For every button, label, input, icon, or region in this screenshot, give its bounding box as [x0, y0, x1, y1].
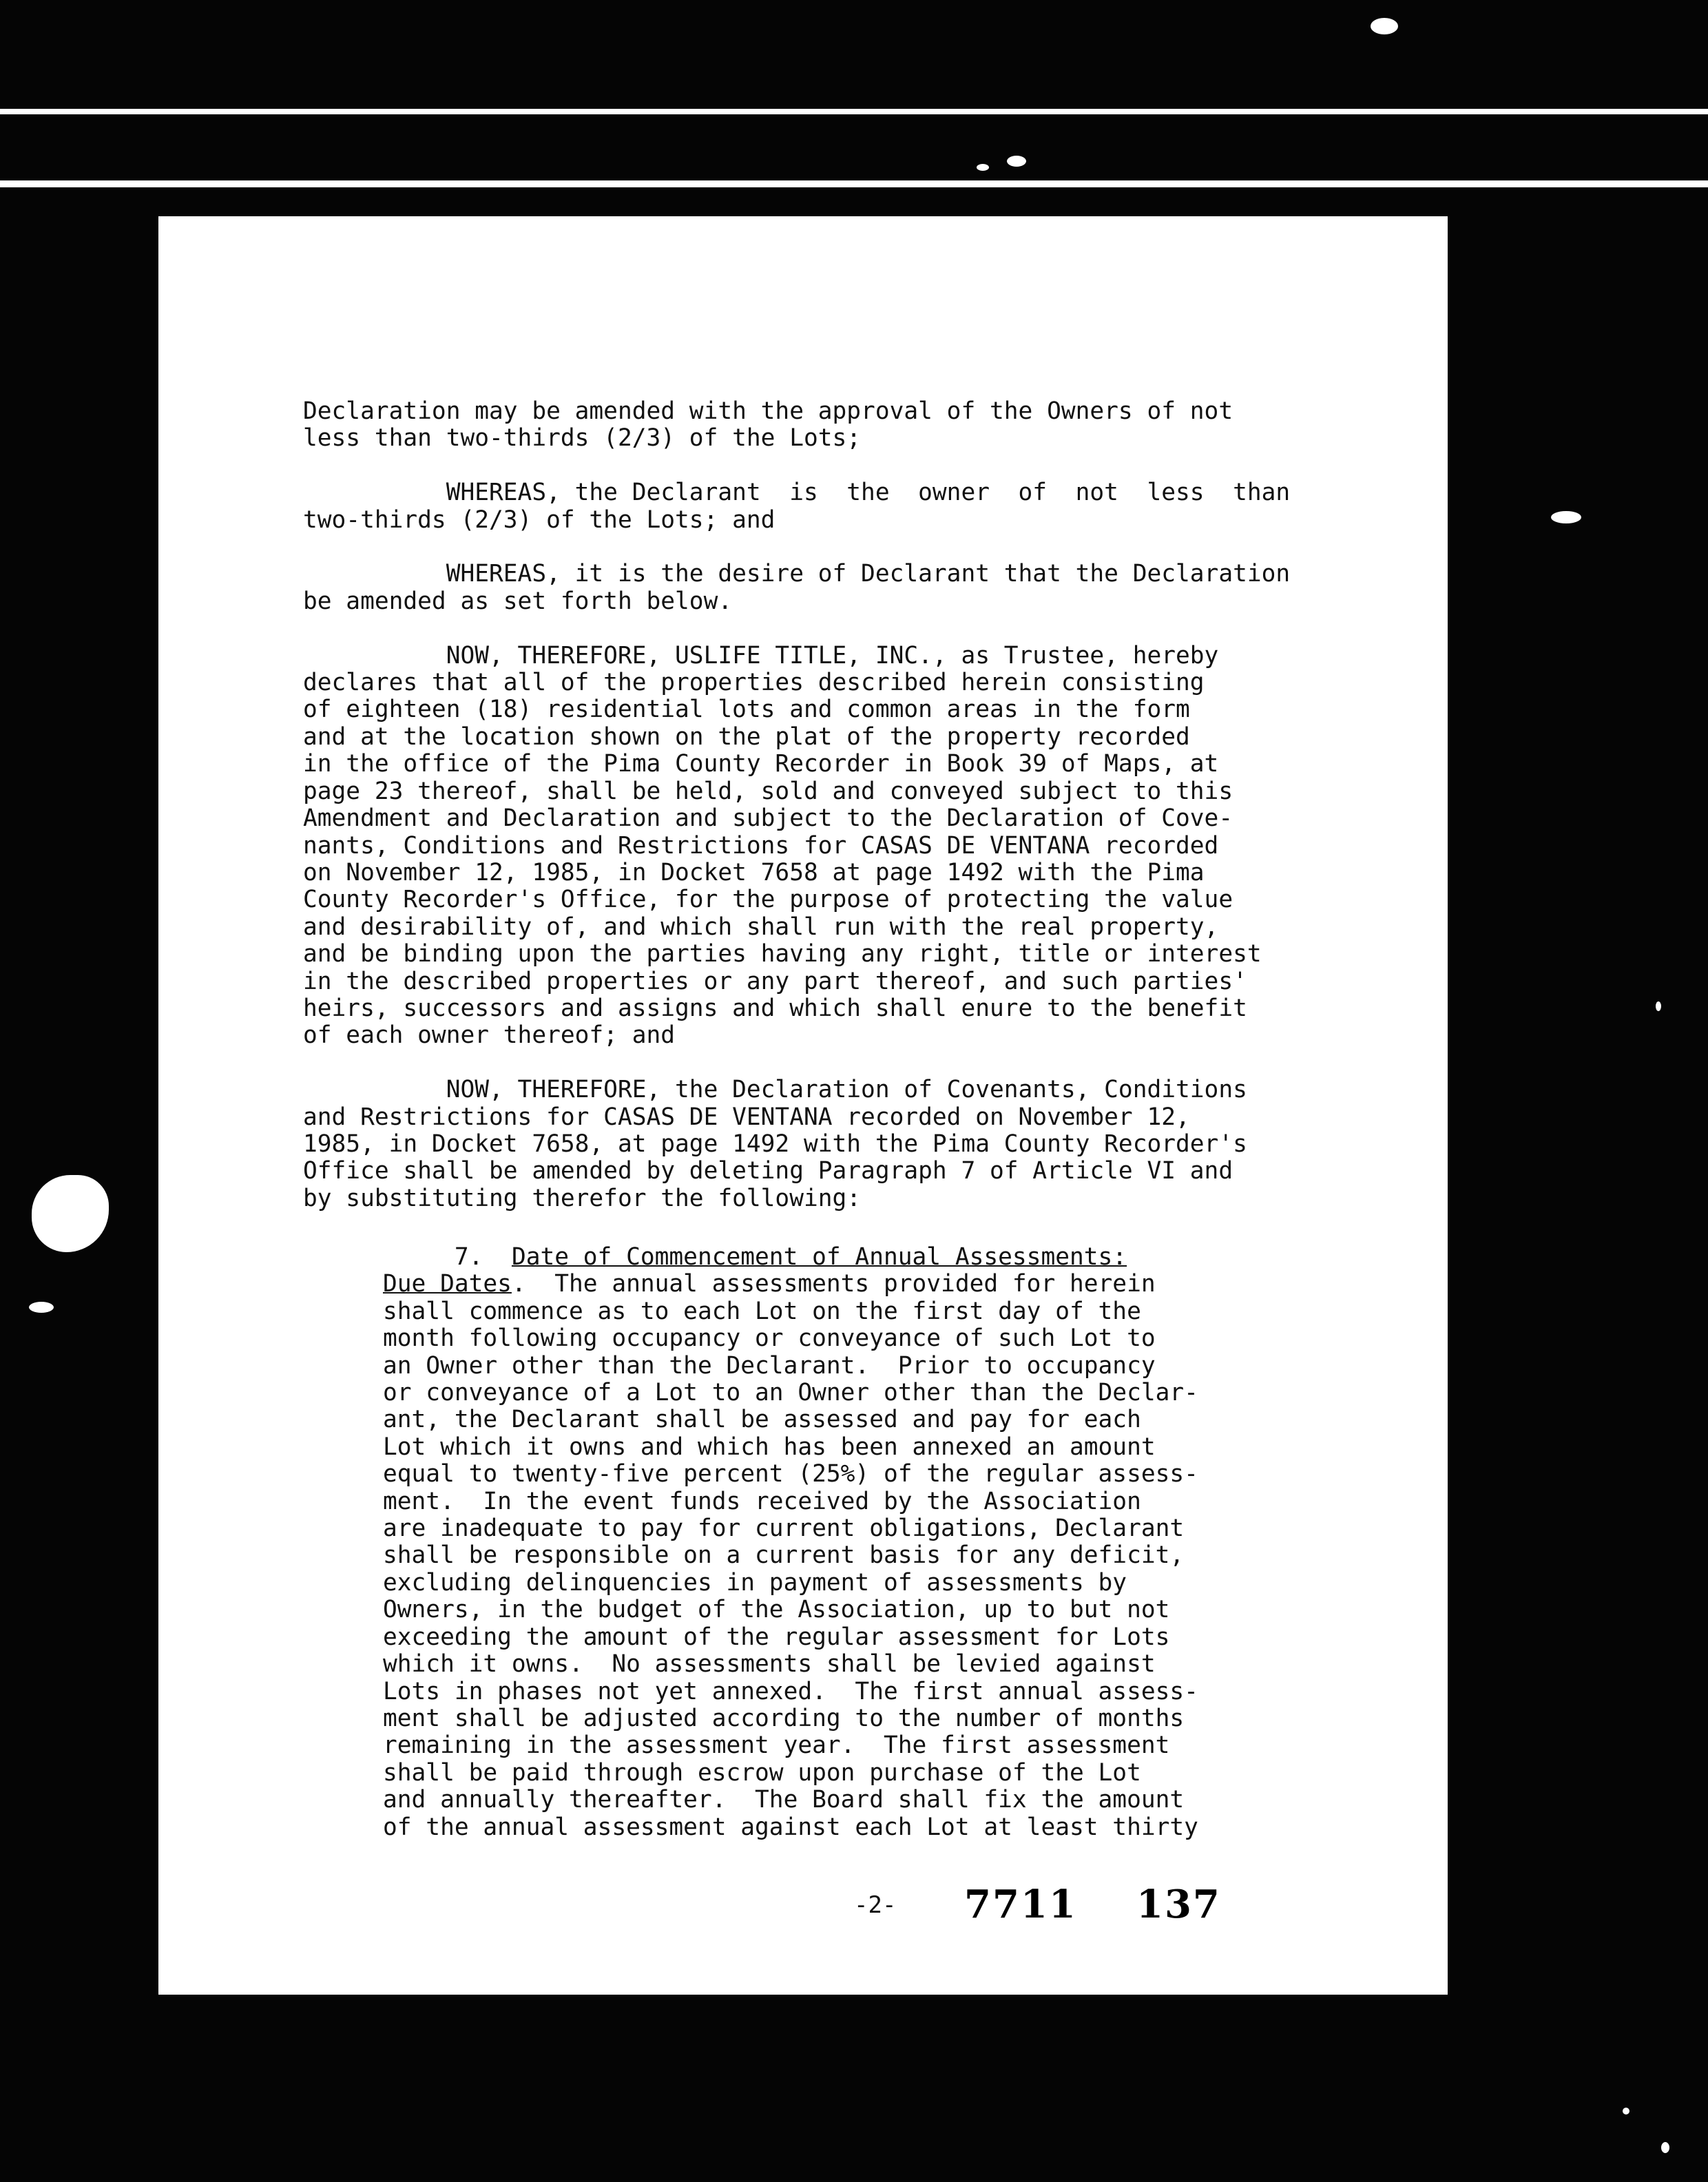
scan-speck	[1007, 156, 1026, 167]
section-text-line: or conveyance of a Lot to an Owner other than the Declar-	[383, 1379, 1198, 1407]
text-line: and Restrictions for CASAS DE VENTANA recorded on November 12,	[303, 1103, 1190, 1131]
text-line: Declaration may be amended with the approval of the Owners of not	[303, 397, 1233, 425]
section-text-line: Lots in phases not yet annexed. The first annual assess-	[383, 1677, 1198, 1705]
text-line: NOW, THEREFORE, the Declaration of Covenants, Conditions	[303, 1076, 1247, 1104]
section-text-line: shall be responsible on a current basis for any deficit,	[383, 1541, 1185, 1570]
docket-stamp: 7711	[964, 1882, 1077, 1927]
text-line: and at the location shown on the plat of the property recorded	[303, 723, 1190, 751]
scan-speck	[1551, 511, 1581, 523]
scan-speck	[1656, 1001, 1661, 1011]
section-text-line: remaining in the assessment year. The first assessment	[383, 1732, 1170, 1760]
scan-speck	[1661, 2142, 1669, 2153]
text-line: heirs, successors and assigns and which shall enure to the benefit	[303, 994, 1247, 1022]
section-text-line: exceeding the amount of the regular assessment for Lots	[383, 1623, 1170, 1651]
scan-border-line-top	[0, 109, 1708, 114]
section-text-line: of the annual assessment against each Lot at least thirty	[383, 1813, 1198, 1841]
section-text-line: an Owner other than the Declarant. Prior to occupancy	[383, 1351, 1156, 1380]
text-line: in the office of the Pima County Recorder in Book 39 of Maps, at	[303, 750, 1219, 778]
document-page	[158, 216, 1448, 1995]
text-line: Amendment and Declaration and subject to the Declaration of Cove-	[303, 804, 1233, 833]
text-line: less than two-thirds (2/3) of the Lots;	[303, 424, 862, 453]
text-line: and be binding upon the parties having any right, title or interest	[303, 940, 1262, 968]
section-text-line: equal to twenty-five percent (25%) of the regular assess-	[383, 1460, 1198, 1488]
text-line: two-thirds (2/3) of the Lots; and	[303, 506, 775, 534]
text-line: nants, Conditions and Restrictions for CASAS DE VENTANA recorded	[303, 831, 1219, 860]
scan-border-line-bottom	[0, 180, 1708, 187]
section-text-line: and annually thereafter. The Board shall fix the amount	[383, 1786, 1185, 1814]
section-text-line: are inadequate to pay for current obligations, Declarant	[383, 1515, 1185, 1543]
section-heading-line2: Due Dates	[383, 1270, 512, 1298]
section-text-line: shall be paid through escrow upon purchase of the Lot	[383, 1758, 1141, 1787]
section-text-line: shall commence as to each Lot on the first day of the	[383, 1297, 1141, 1325]
scan-speck	[29, 1302, 54, 1313]
section-text-line: Owners, in the budget of the Association, up to but not	[383, 1596, 1170, 1624]
section-text-line: excluding delinquencies in payment of assessments by	[383, 1568, 1127, 1597]
scan-speck	[1371, 18, 1398, 34]
scan-speck	[977, 164, 989, 171]
text-line: by substituting therefor the following:	[303, 1184, 862, 1212]
section-text-line: Lot which it owns and which has been annexed an amount	[383, 1433, 1156, 1461]
section-heading-line1: Date of Commencement of Annual Assessments:	[511, 1243, 1127, 1271]
section-text-line: which it owns. No assessments shall be levied against	[383, 1650, 1156, 1679]
text-line: be amended as set forth below.	[303, 587, 733, 615]
text-line: County Recorder's Office, for the purpose of protecting the value	[303, 886, 1233, 914]
page-stamp: 137	[1136, 1882, 1221, 1927]
section-text-line: month following occupancy or conveyance of such Lot to	[383, 1324, 1156, 1353]
document-body-text	[303, 398, 1290, 1212]
section-heading-continuation: . The annual assessments provided for herein	[511, 1270, 1156, 1298]
text-line: WHEREAS, the Declarant is the owner of not less than	[303, 479, 1291, 507]
scan-blot	[32, 1175, 109, 1252]
text-line: WHEREAS, it is the desire of Declarant that the Declaration	[303, 560, 1291, 588]
text-line: page 23 thereof, shall be held, sold and conveyed subject to this	[303, 777, 1233, 805]
text-line: in the described properties or any part thereof, and such parties'	[303, 967, 1247, 995]
text-line: and desirability of, and which shall run with the real property,	[303, 913, 1219, 941]
section-text-line: ant, the Declarant shall be assessed and pay for each	[383, 1406, 1141, 1434]
page-number: -2-	[854, 1891, 897, 1919]
scan-speck	[1623, 2108, 1629, 2115]
text-line: of each owner thereof; and	[303, 1021, 676, 1050]
text-line: declares that all of the properties described herein consisting	[303, 669, 1205, 697]
text-line: 1985, in Docket 7658, at page 1492 with the Pima County Recorder's	[303, 1130, 1247, 1158]
section-7-text	[383, 1244, 1198, 1841]
text-line: of eighteen (18) residential lots and common areas in the form	[303, 696, 1190, 724]
section-text-line: ment. In the event funds received by the Association	[383, 1487, 1141, 1515]
section-body	[383, 1298, 1198, 1841]
text-line: on November 12, 1985, in Docket 7658 at page 1492 with the Pima	[303, 858, 1205, 886]
section-number: 7.	[383, 1243, 512, 1271]
text-line: Office shall be amended by deleting Paragraph 7 of Article VI and	[303, 1157, 1233, 1185]
section-text-line: ment shall be adjusted according to the number of months	[383, 1704, 1185, 1732]
text-line: NOW, THEREFORE, USLIFE TITLE, INC., as Trustee, hereby	[303, 641, 1219, 669]
